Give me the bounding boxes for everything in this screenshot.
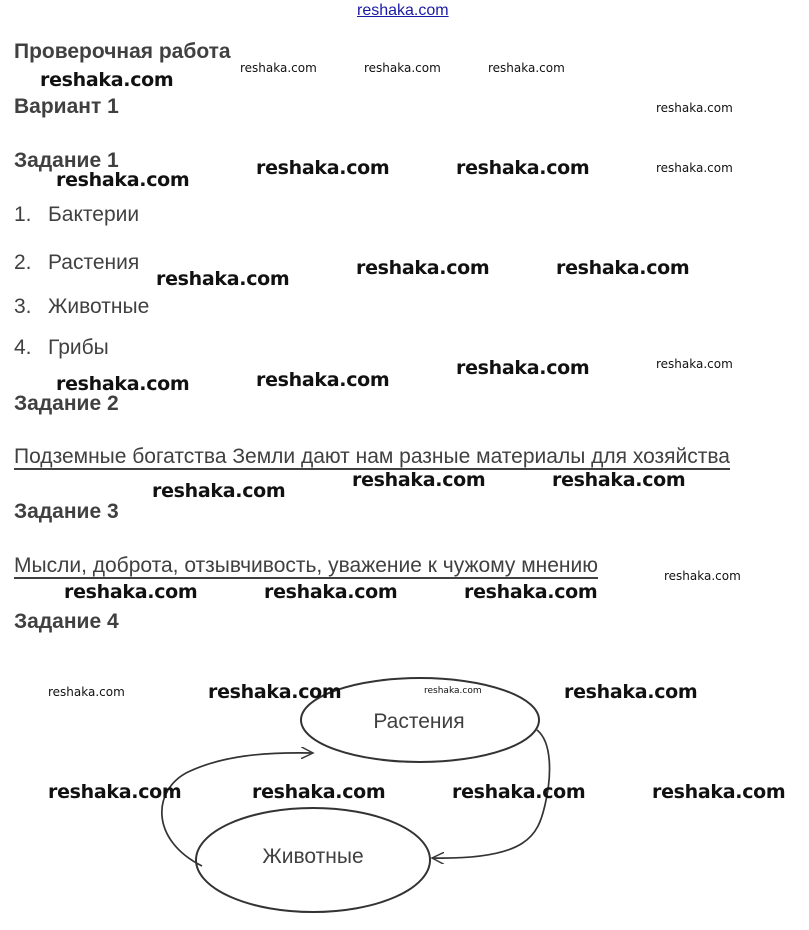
watermark: reshaka.com [156, 268, 290, 290]
task2-heading: Задание 2 [14, 392, 119, 415]
list-item-number: 1. [14, 203, 32, 226]
watermark: reshaka.com [424, 686, 482, 696]
watermark: reshaka.com [48, 781, 182, 803]
list-item-label: Растения [48, 251, 140, 274]
watermark: reshaka.com [256, 369, 390, 391]
task2-answer: Подземные богатства Земли дают нам разные материалы для хозяйства [14, 445, 730, 468]
watermark: reshaka.com [56, 373, 190, 395]
watermark: reshaka.com [64, 581, 198, 603]
watermark: reshaka.com [456, 157, 590, 179]
site-link[interactable]: reshaka.com [357, 2, 449, 19]
watermark: reshaka.com [656, 161, 733, 175]
watermark: reshaka.com [252, 781, 386, 803]
watermark: reshaka.com [256, 157, 390, 179]
watermark: reshaka.com [664, 569, 741, 583]
task1-heading: Задание 1 [14, 149, 119, 172]
watermark: reshaka.com [40, 69, 174, 91]
list-item-label: Бактерии [48, 203, 140, 226]
watermark: reshaka.com [240, 61, 317, 75]
plants-node-label: Растения [373, 710, 465, 733]
watermark: reshaka.com [152, 480, 286, 502]
watermark: reshaka.com [656, 101, 733, 115]
watermark: reshaka.com [652, 781, 786, 803]
watermark: reshaka.com [364, 61, 441, 75]
watermark: reshaka.com [456, 357, 590, 379]
list-item-number: 2. [14, 251, 32, 274]
page-title: Проверочная работа [14, 40, 231, 63]
watermark: reshaka.com [352, 469, 486, 491]
watermark: reshaka.com [48, 685, 125, 699]
watermark: reshaka.com [464, 581, 598, 603]
watermark: reshaka.com [208, 681, 342, 703]
watermark: reshaka.com [556, 257, 690, 279]
watermark: reshaka.com [356, 257, 490, 279]
animals-node-label: Животные [262, 845, 364, 868]
task3-answer: Мысли, доброта, отзывчивость, уважение к чужому мнению [14, 554, 598, 577]
watermark: reshaka.com [488, 61, 565, 75]
watermark: reshaka.com [552, 469, 686, 491]
list-item-number: 4. [14, 336, 32, 359]
list-item-label: Животные [48, 295, 150, 318]
list-item-label: Грибы [48, 336, 109, 359]
watermark: reshaka.com [56, 169, 190, 191]
list-item-number: 3. [14, 295, 32, 318]
variant-heading: Вариант 1 [14, 95, 119, 118]
watermark: reshaka.com [656, 357, 733, 371]
task4-heading: Задание 4 [14, 610, 119, 633]
task3-heading: Задание 3 [14, 500, 119, 523]
watermark: reshaka.com [264, 581, 398, 603]
watermark: reshaka.com [452, 781, 586, 803]
watermark: reshaka.com [564, 681, 698, 703]
